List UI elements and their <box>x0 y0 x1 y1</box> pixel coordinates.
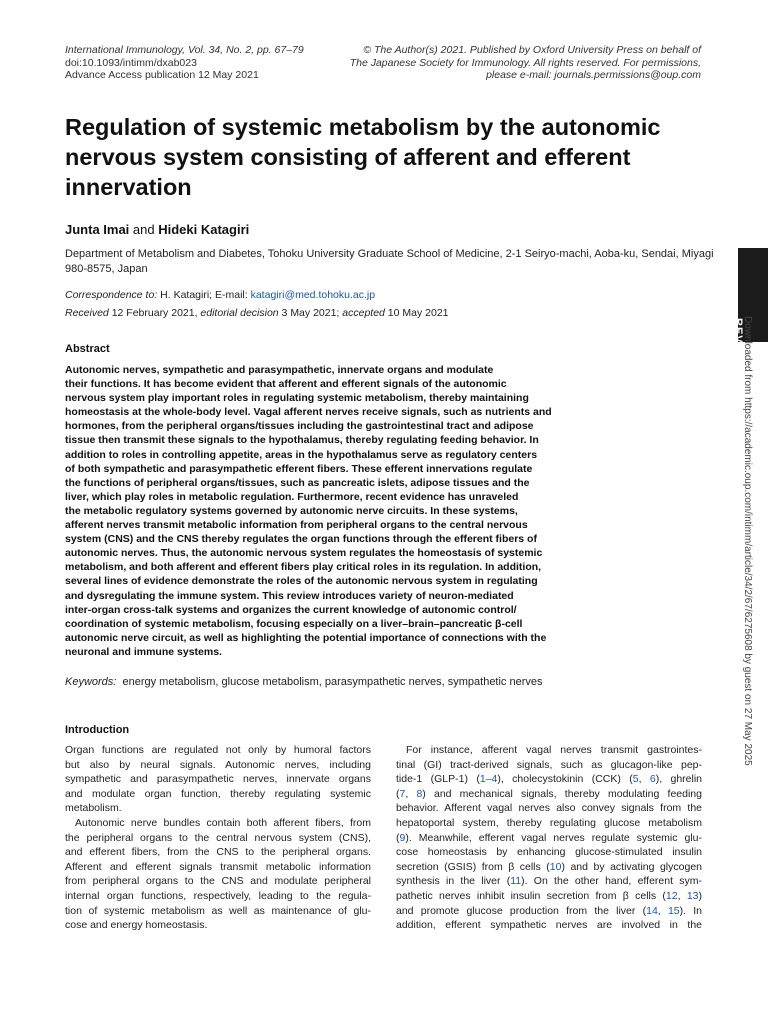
text-run: and promote glucose production from the liver ( <box>396 904 647 917</box>
body-column-left <box>65 743 371 933</box>
body-line <box>396 772 702 787</box>
abstract-line: autonomic nerves. Thus, the autonomic nervous system regulates the homeostasis of systemic <box>65 547 543 560</box>
abstract-line: system (CNS) and the CNS thereby regulates the organ functions through the efferent fibers of <box>65 533 537 546</box>
keywords-label: Keywords: <box>65 676 117 688</box>
text-run: ( <box>396 831 400 844</box>
text-run: , <box>638 773 650 786</box>
abstract-line: inter-organ cross-talk systems and organizes the current knowledge of autonomic control/ <box>65 603 517 616</box>
body-line: Afferent and efferent signals transmit metabolic information <box>65 860 371 873</box>
reference-link[interactable]: 14 <box>646 904 658 917</box>
text-run: ) and mechanical signals, thereby modulating feeding <box>422 787 702 800</box>
body-line: tion of systemic metabolism as well as maintenance of glu- <box>65 904 371 917</box>
abstract-line: afferent nerves transmit metabolic information from peripheral organs to the central nervous <box>65 519 528 532</box>
abstract-line: their functions. It has become evident that afferent and efferent signals of the autonomic <box>65 378 507 391</box>
copyright-line: The Japanese Society for Immunology. All rights reserved. For permissions, <box>349 56 701 69</box>
body-line <box>396 874 702 889</box>
abstract-line: liver, which play roles in metabolic regulation. Furthermore, recent evidence has unraveled <box>65 490 519 503</box>
abstract-line: nervous system play important roles in regulating systemic metabolism, thereby maintaining <box>65 392 529 405</box>
reference-link[interactable]: 8 <box>416 787 423 800</box>
author-name[interactable]: Hideki Katagiri <box>158 222 250 237</box>
abstract-line: Autonomic nerves, sympathetic and parasympathetic, innervate organs and modulate <box>65 364 494 376</box>
dates-line <box>65 307 715 320</box>
accepted-label: accepted <box>342 307 385 319</box>
body-line <box>396 904 702 919</box>
author-conjunction: and <box>129 222 159 237</box>
text-run: , <box>405 787 417 800</box>
body-line: metabolism. <box>65 802 122 815</box>
abstract-line: the functions of peripheral organs/tissues, such as pancreatic islets, adipose tissues and the <box>65 476 530 489</box>
body-line: and modulate organ function, thereby regulating systemic <box>65 787 371 800</box>
received-date: 12 February 2021, <box>108 307 201 319</box>
correspondence-name: H. Katagiri; E-mail: <box>157 289 251 301</box>
body-line <box>396 860 702 875</box>
affiliation: Department of Metabolism and Diabetes, Tohoku University Graduate School of Medicine, 2-1 Seiryo-machi, Aoba-ku, Sendai, Miyagi 980-8575, Japan <box>65 248 714 275</box>
abstract-body <box>65 363 715 659</box>
keywords-list: energy metabolism, glucose metabolism, parasympathetic nerves, sympathetic nerves <box>122 676 543 688</box>
abstract-line: of both sympathetic and parasympathetic efferent fibers. These efferent innervations regulate <box>65 462 533 475</box>
body-line: and efferent fibers, from the CNS to the peripheral organs. <box>65 846 371 859</box>
correspondence-block <box>65 289 715 325</box>
text-run: synthesis in the liver ( <box>396 875 511 888</box>
citation-line: International Immunology, Vol. 34, No. 2, pp. 67–79 <box>65 44 304 56</box>
journal-citation <box>65 44 304 82</box>
abstract-line: and dysregulating the immune system. This review introduces variety of neuron-mediated <box>65 589 514 602</box>
decision-label: editorial decision <box>200 307 279 319</box>
abstract-line: coordination of systemic metabolism, focusing especially on a liver–brain–pancreatic β-cell <box>65 617 523 630</box>
body-line <box>396 831 702 846</box>
text-run: ). In <box>679 904 703 917</box>
abstract-line: the metabolic regulatory systems governed by autonomic nerve circuits. In these systems, <box>65 504 518 517</box>
received-label: Received <box>65 307 109 319</box>
body-line: Autonomic nerve bundles contain both afferent fibers, from <box>75 816 371 829</box>
copyright-line: © The Author(s) 2021. Published by Oxford University Press on behalf of <box>363 44 701 56</box>
abstract-line: metabolism, and both afferent and efferent fibers play critical roles in its regulation. In addition, <box>65 561 542 574</box>
body-line: Organ functions are regulated not only by humoral factors <box>65 744 371 756</box>
introduction-heading: Introduction <box>65 724 130 736</box>
correspondence-label: Correspondence to: <box>65 289 158 301</box>
accepted-date: 10 May 2021 <box>384 307 449 319</box>
reference-link[interactable]: 10 <box>549 860 562 873</box>
body-line: sympathetic and parasympathetic nerves, innervate organs <box>65 773 371 786</box>
text-run: tide-1 (GLP-1) ( <box>396 773 480 786</box>
abstract-line: autonomic nerve circuit, as well as highlighting the potential importance of connections with the <box>65 631 547 644</box>
doi-line: doi:10.1093/intimm/dxab023 <box>65 56 197 69</box>
text-run: ), cholecystokinin (CCK) ( <box>497 773 633 786</box>
reference-link[interactable]: 11 <box>510 875 522 888</box>
review-label: REVIEW <box>732 318 744 368</box>
email-link[interactable]: katagiri@med.tohoku.ac.jp <box>250 289 376 301</box>
article-title: Regulation of systemic metabolism by the autonomic nervous system consisting of afferent and efferent innervation <box>65 114 661 200</box>
text-run: ) and by activating glycogen <box>561 860 702 873</box>
abstract-line: addition to roles in controlling appetite, areas in the hypothalamus serve as regulatory centers <box>65 448 538 461</box>
body-line: from peripheral organs to the CNS and modulate peripheral <box>65 875 371 888</box>
correspondence-line <box>65 289 715 302</box>
copyright-notice <box>350 44 701 82</box>
body-line: cose and energy homeostasis. <box>65 919 208 932</box>
body-line <box>396 889 702 904</box>
author-name[interactable]: Junta Imai <box>65 222 130 237</box>
body-line: the peripheral organs to the central nervous system (CNS), <box>65 831 371 844</box>
body-line: internal organ functions, respectively, leading to the regula- <box>65 889 371 902</box>
text-run: ). Meanwhile, efferent vagal nerves regulate systemic glu- <box>405 831 702 844</box>
body-line: tinal (GI) tract-derived signals, such as glucagon-like pep- <box>396 758 702 771</box>
body-column-right <box>396 743 702 933</box>
body-line <box>396 787 702 802</box>
abstract-line: several lines of evidence demonstrate the roles of the autonomic nervous system in regulating <box>65 575 538 588</box>
body-line: For instance, afferent vagal nerves transmit gastrointes- <box>406 744 702 756</box>
abstract-line: neuronal and immune systems. <box>65 645 222 658</box>
abstract-line: tissue then transmit these signals to the hypothalamus, thereby regulating feeding behavior. In <box>65 434 539 447</box>
text-run: , <box>677 889 687 902</box>
text-run: ). On the other hand, efferent sym- <box>521 875 702 888</box>
download-watermark: Downloaded from https://academic.oup.com/intimm/article/34/2/67/6275608 by guest on 27 May 2025 <box>742 316 753 766</box>
body-line: but also by neural signals. Autonomic nerves, including <box>65 758 371 771</box>
abstract-line: hormones, from the peripheral organs/tissues including the gastrointestinal tract and adipose <box>65 420 534 433</box>
keywords <box>65 676 715 688</box>
body-line: cose homeostasis by enhancing glucose-stimulated insulin <box>396 846 702 859</box>
reference-link[interactable]: 9 <box>399 831 406 844</box>
body-line: addition, efferent sympathetic nerves are involved in the <box>396 919 702 932</box>
body-line: hepatoportal system, thereby regulating glucose metabolism <box>396 816 702 829</box>
text-run: pathetic nerves inhibit insulin secretion from β cells ( <box>396 889 666 902</box>
text-run: ) <box>698 889 702 902</box>
copyright-line: please e-mail: journals.permissions@oup.com <box>486 69 701 81</box>
text-run: ), ghrelin <box>655 773 702 786</box>
reference-link[interactable]: 1–4 <box>479 773 498 786</box>
text-run: ( <box>396 787 400 800</box>
reference-link[interactable]: 15 <box>667 904 680 917</box>
author-list <box>65 222 249 237</box>
reference-link[interactable]: 5 <box>632 773 639 786</box>
abstract-line: homeostasis at the whole-body level. Vagal afferent nerves receive signals, such as nutrients and <box>65 406 552 419</box>
reference-link[interactable]: 12 <box>665 889 678 902</box>
abstract-heading: Abstract <box>65 343 110 355</box>
decision-date: 3 May 2021; <box>278 307 343 319</box>
text-run: secretion (GSIS) from β cells ( <box>396 860 550 873</box>
publication-date-line: Advance Access publication 12 May 2021 <box>65 69 259 81</box>
reference-link[interactable]: 7 <box>399 787 406 800</box>
body-line: behavior. Afferent vagal nerves also convey signals from the <box>396 802 702 815</box>
reference-link[interactable]: 13 <box>686 889 699 902</box>
reference-link[interactable]: 6 <box>649 773 656 786</box>
text-run: , <box>657 904 668 917</box>
